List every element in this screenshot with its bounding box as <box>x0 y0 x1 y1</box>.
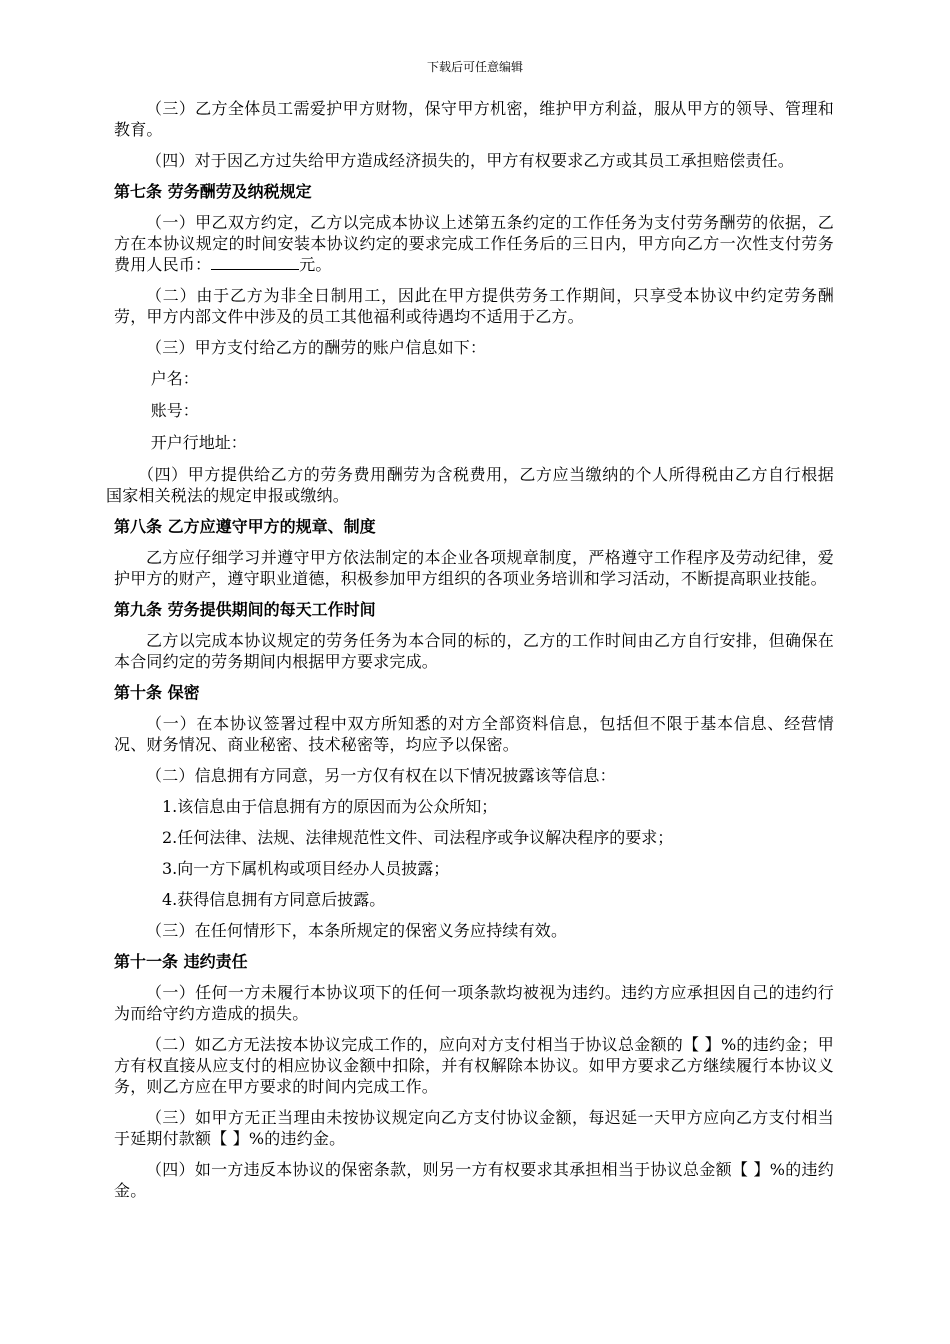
account-field-label: 账号： <box>150 401 199 420</box>
paragraph: （四）如一方违反本协议的保密条款，则另一方有权要求其承担相当于协议总金额【 】%的违约金。 <box>114 1160 834 1200</box>
paragraph: 乙方应仔细学习并遵守甲方依法制定的本企业各项规章制度，严格遵守工作程序及劳动纪律，爱护甲方的财产，遵守职业道德，积极参加甲方组织的各项业务培训和学习活动，不断提高职业技能。 <box>114 548 834 588</box>
paragraph: （一）任何一方未履行本协议项下的任何一项条款均被视为违约。违约方应承担因自己的违约行为而给守约方造成的损失。 <box>114 983 834 1023</box>
paragraph: （三）甲方支付给乙方的酬劳的账户信息如下： <box>146 338 487 357</box>
paragraph: （三）乙方全体员工需爱护甲方财物，保守甲方机密，维护甲方利益，服从甲方的领导、管理和教育。 <box>114 99 834 139</box>
list-item: 2.任何法律、法规、法律规范性文件、司法程序或争议解决程序的要求； <box>162 828 674 847</box>
paragraph: （四）甲方提供给乙方的劳务费用酬劳为含税费用，乙方应当缴纳的个人所得税由乙方自行根据国家相关税法的规定申报或缴纳。 <box>106 465 834 505</box>
paragraph: （三）在任何情形下，本条所规定的保密义务应持续有效。 <box>146 921 568 940</box>
paragraph: （二）如乙方无法按本协议完成工作的，应向对方支付相当于协议总金额的【 】%的违约金；甲方有权直接从应支付的相应协议金额中扣除，并有权解除本协议。如甲方要求乙方继续履行本协议义务，则乙方应在甲方要求的时间内完成工作。 <box>114 1035 834 1096</box>
section-heading: 第八条 乙方应遵守甲方的规章、制度 <box>114 517 376 536</box>
paragraph <box>114 212 834 275</box>
paragraph-text: 元。 <box>299 255 332 274</box>
paragraph: （二）信息拥有方同意，另一方仅有权在以下情况披露该等信息： <box>146 766 616 785</box>
page-header: 下载后可任意编辑 <box>426 60 523 74</box>
paragraph: （四）对于因乙方过失给甲方造成经济损失的，甲方有权要求乙方或其员工承担赔偿责任。 <box>146 151 795 170</box>
paragraph: 乙方以完成本协议规定的劳务任务为本合同的标的，乙方的工作时间由乙方自行安排，但确保在本合同约定的劳务期间内根据甲方要求完成。 <box>114 631 834 671</box>
amount-blank-line <box>211 255 299 270</box>
section-heading: 第九条 劳务提供期间的每天工作时间 <box>114 600 376 619</box>
section-heading: 第七条 劳务酬劳及纳税规定 <box>114 182 312 201</box>
paragraph: （三）如甲方无正当理由未按协议规定向乙方支付协议金额，每迟延一天甲方应向乙方支付相当于延期付款额【 】%的违约金。 <box>114 1108 834 1148</box>
document-body <box>106 98 834 1211</box>
account-field-label: 户名： <box>150 369 199 388</box>
account-field-label: 开户行地址： <box>150 433 247 452</box>
list-item: 3.向一方下属机构或项目经办人员披露； <box>162 859 450 878</box>
section-heading: 第十一条 违约责任 <box>114 952 248 971</box>
paragraph: （二）由于乙方为非全日制用工，因此在甲方提供劳务工作期间，只享受本协议中约定劳务酬劳，甲方内部文件中涉及的员工其他福利或待遇均不适用于乙方。 <box>114 286 834 326</box>
section-heading: 第十条 保密 <box>114 683 200 702</box>
paragraph-text: （一）甲乙双方约定，乙方以完成本协议上述第五条约定的工作任务为支付劳务酬劳的依据，乙方在本协议规定的时间安装本协议约定的要求完成工作任务后的三日内，甲方向乙方一次性支付劳务费用人民币： <box>114 213 834 274</box>
paragraph: （一）在本协议签署过程中双方所知悉的对方全部资料信息，包括但不限于基本信息、经营情况、财务情况、商业秘密、技术秘密等，均应予以保密。 <box>114 714 834 754</box>
list-item: 1.该信息由于信息拥有方的原因而为公众所知； <box>162 797 498 816</box>
list-item: 4.获得信息拥有方同意后披露。 <box>162 890 386 909</box>
